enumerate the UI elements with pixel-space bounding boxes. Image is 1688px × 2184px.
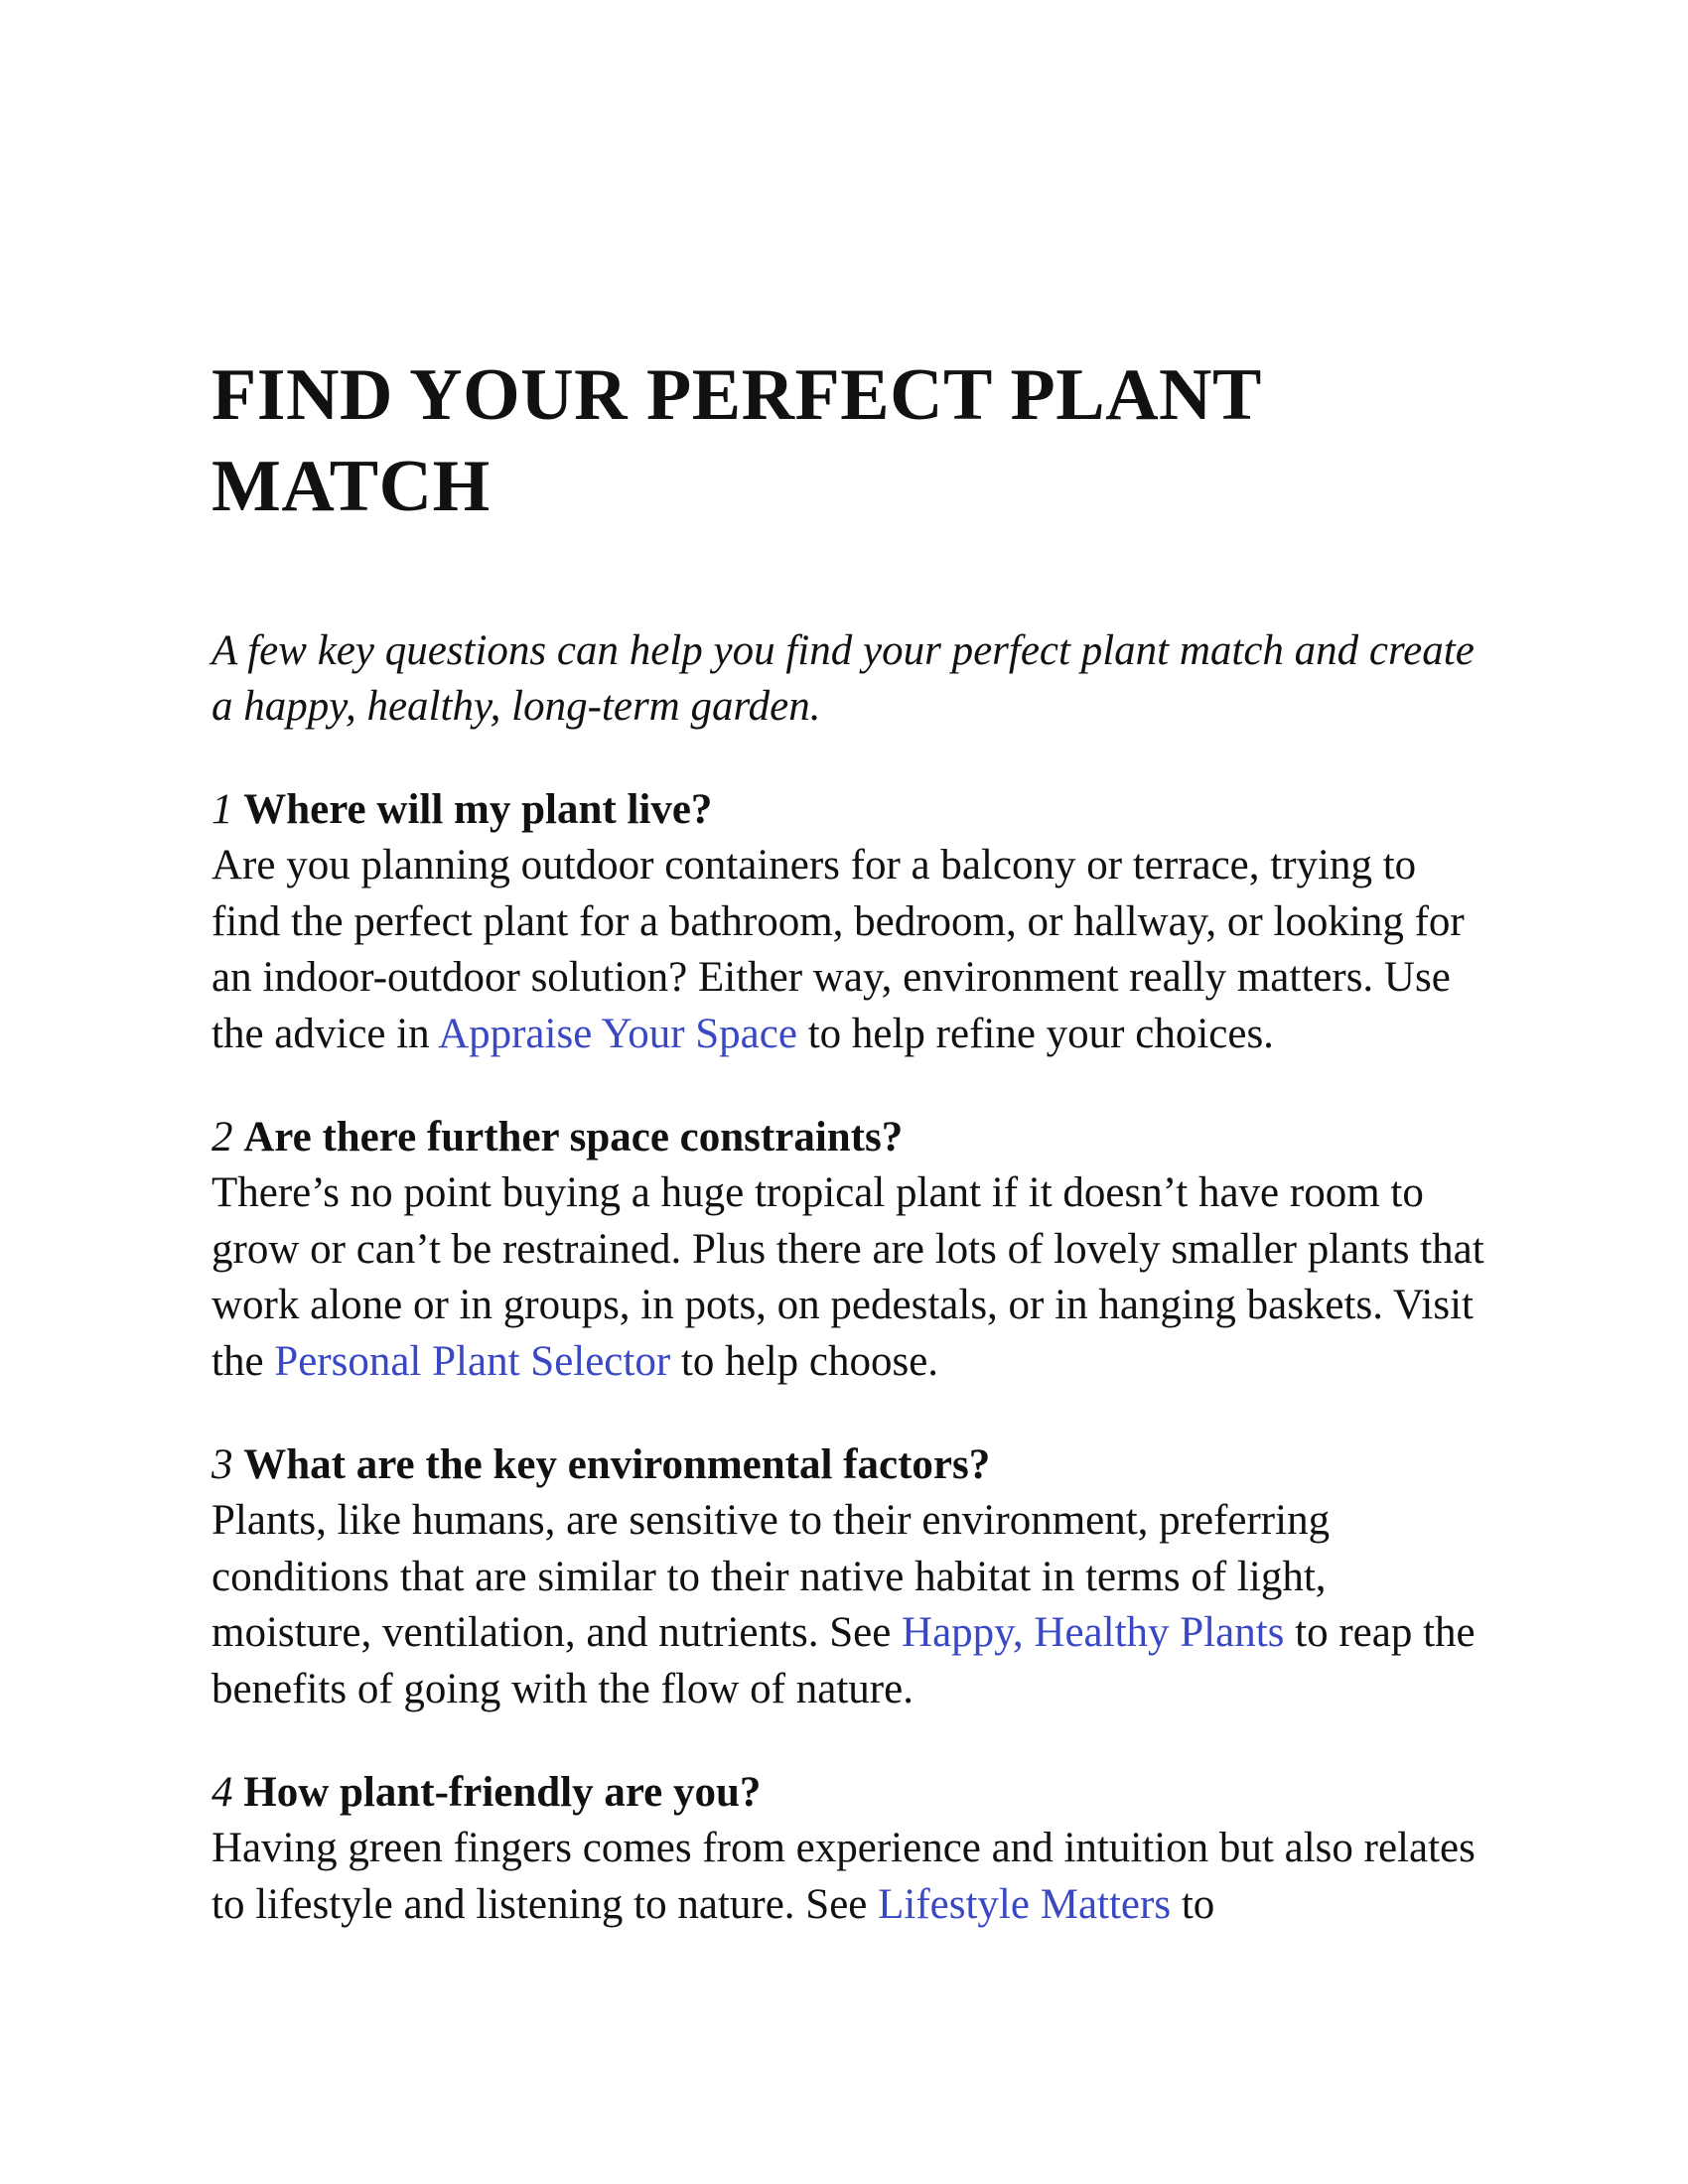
section-body-text-end: to reap the benefits of going with the flow of nature. xyxy=(211,1609,1476,1712)
link-personal-plant-selector[interactable]: Personal Plant Selector xyxy=(274,1337,671,1385)
section-body-text: Are you planning outdoor containers for a balcony or terrace, trying to find the perfect plant for a bathroom, bedroom, or hallway, or looking for an indoor-outdoor solution? Either way, environment really matters. Use the advice in xyxy=(211,842,1465,1057)
section-body-text: Having green fingers comes from experience and intuition but also relates to lifestyle and listening to nature. See xyxy=(211,1825,1476,1928)
section-3 xyxy=(211,1437,1492,1717)
section-4 xyxy=(211,1765,1492,1933)
section-heading xyxy=(211,782,1492,838)
section-body xyxy=(211,1821,1492,1933)
section-body-text-end: to help choose. xyxy=(670,1337,939,1385)
link-lifestyle-matters[interactable]: Lifestyle Matters xyxy=(878,1880,1172,1928)
section-1 xyxy=(211,782,1492,1062)
section-heading xyxy=(211,1765,1492,1821)
link-happy-healthy-plants[interactable]: Happy, Healthy Plants xyxy=(902,1609,1285,1656)
section-body-text: Plants, like humans, are sensitive to their environment, preferring conditions that are similar to their native habitat in terms of light, moisture, ventilation, and nutrients. See xyxy=(211,1497,1331,1656)
section-heading xyxy=(211,1110,1492,1165)
section-question: Where will my plant live? xyxy=(243,786,713,833)
link-appraise-your-space[interactable]: Appraise Your Space xyxy=(438,1010,797,1057)
section-question: What are the key environmental factors? xyxy=(243,1441,991,1488)
section-body xyxy=(211,1165,1492,1390)
section-heading xyxy=(211,1437,1492,1493)
section-number: 1 xyxy=(211,786,233,833)
section-body xyxy=(211,1493,1492,1717)
section-question: How plant-friendly are you? xyxy=(243,1769,762,1816)
document-page xyxy=(211,349,1492,1933)
section-body-text-end: to xyxy=(1171,1880,1215,1928)
section-number: 3 xyxy=(211,1441,233,1488)
page-title: FIND YOUR PERFECT PLANT MATCH xyxy=(211,354,1261,527)
intro-paragraph: A few key questions can help you find your perfect plant match and create a happy, healthy, long-term garden. xyxy=(211,627,1475,730)
section-number: 4 xyxy=(211,1769,233,1816)
section-number: 2 xyxy=(211,1114,233,1160)
section-body xyxy=(211,838,1492,1062)
section-body-text: There’s no point buying a huge tropical plant if it doesn’t have room to grow or can’t be restrained. Plus there are lots of lovely smaller plants that work alone or in groups, in pots, on pedestals, or in hanging baskets. Visit the xyxy=(211,1169,1484,1385)
section-2 xyxy=(211,1110,1492,1390)
section-question: Are there further space constraints? xyxy=(243,1114,904,1160)
section-body-text-end: to help refine your choices. xyxy=(796,1010,1274,1057)
